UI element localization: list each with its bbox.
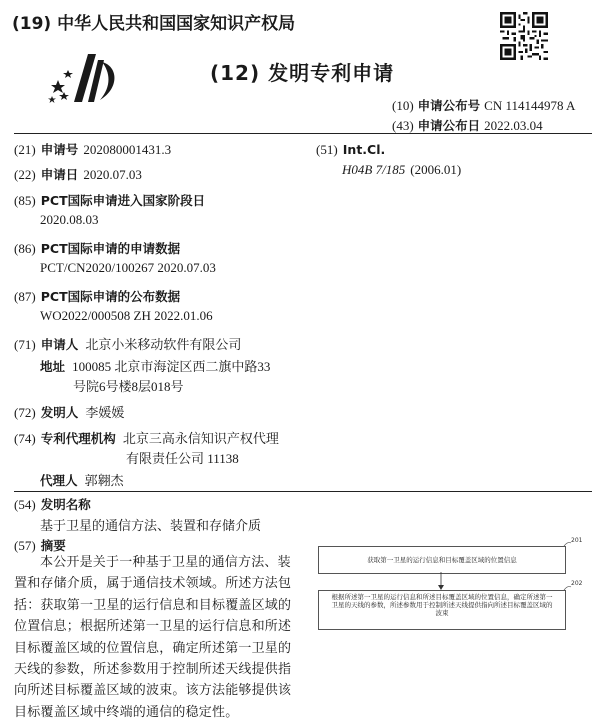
- pub-date-code: (43): [392, 118, 414, 133]
- abstract-line: 位置信息；根据所述第一卫星的运行信息和所述: [14, 619, 292, 635]
- pub-no-label: 申请公布号: [417, 98, 481, 113]
- patent-agency: (74) 专利代理机构 北京三高永信知识产权代理: [14, 431, 279, 446]
- office-name: 中华人民共和国国家知识产权局: [57, 14, 296, 34]
- invention-title: 基于卫星的通信方法、装置和存储介质: [40, 518, 262, 533]
- pub-date-label: 申请公布日: [417, 118, 481, 133]
- patent-agency-line2: 有限责任公司 11138: [126, 451, 239, 466]
- flow-step-201-number: 201: [571, 537, 583, 544]
- document-kind-label: 发明专利申请: [268, 61, 395, 85]
- flow-step-202: 根据所述第一卫星的运行信息和所述目标覆盖区域的位置信息，确定所述第一 卫星的天线的参数，所述参数用于控制所述天线提供指向所述目标覆盖区域的 波束: [318, 590, 566, 630]
- abstract-line: 向所述目标覆盖区域的波束。该方法能够提供该: [14, 683, 292, 699]
- application-number: (21) 申请号 202080001431.3: [14, 142, 172, 157]
- abstract-line: 本公开是关于一种基于卫星的通信方法、装: [40, 555, 291, 570]
- office-code: (19): [12, 14, 52, 34]
- pub-no-code: (10): [392, 98, 414, 113]
- applicant: (71) 申请人 北京小米移动软件有限公司: [14, 337, 242, 352]
- application-date: (22) 申请日 2020.07.03: [14, 167, 142, 182]
- inventor: (72) 发明人 李媛媛: [14, 405, 125, 420]
- pub-date-value: 2022.03.04: [484, 118, 543, 133]
- abstract-line: 括：获取第一卫星的运行信息和目标覆盖区域的: [14, 597, 292, 613]
- invention-title-label: (54) 发明名称: [14, 497, 91, 512]
- document-kind-code: (12): [210, 61, 261, 85]
- abstract-line: 置和存储介质，属于通信技术领域。所述方法包: [14, 576, 292, 592]
- pct-publication-data: WO2022/000508 ZH 2022.01.06: [40, 308, 213, 323]
- address: 地址 100085 北京市海淀区西二旗中路33: [40, 359, 271, 374]
- flow-step-202-number: 202: [571, 580, 583, 587]
- ipc-class: H04B 7/185 (2006.01): [342, 162, 462, 177]
- abstract-line: 天线的参数，所述参数用于控制所述天线提供指: [14, 662, 292, 678]
- pub-no-value: CN 114144978 A: [484, 98, 576, 113]
- pct-publication-label: (87) PCT国际申请的公布数据: [14, 289, 181, 304]
- pct-entry-label: (85) PCT国际申请进入国家阶段日: [14, 193, 206, 208]
- abstract-line: 目标覆盖区域的位置信息，确定所述第一卫星的: [14, 640, 292, 656]
- abstract-label: (57) 摘要: [14, 538, 66, 553]
- pct-application-data: PCT/CN2020/100267 2020.07.03: [40, 260, 216, 275]
- abstract-line: 目标覆盖区域中终端的通信的稳定性。: [14, 704, 239, 720]
- pct-application-label: (86) PCT国际申请的申请数据: [14, 241, 181, 256]
- address-line2: 号院6号楼8层018号: [73, 379, 184, 394]
- pct-entry-date: 2020.08.03: [40, 212, 99, 227]
- ipc-label: (51) Int.Cl.: [316, 142, 386, 157]
- flow-step-201: 获取第一卫星的运行信息和目标覆盖区域的位置信息: [318, 546, 566, 574]
- agent: 代理人 郭翱杰: [40, 473, 124, 488]
